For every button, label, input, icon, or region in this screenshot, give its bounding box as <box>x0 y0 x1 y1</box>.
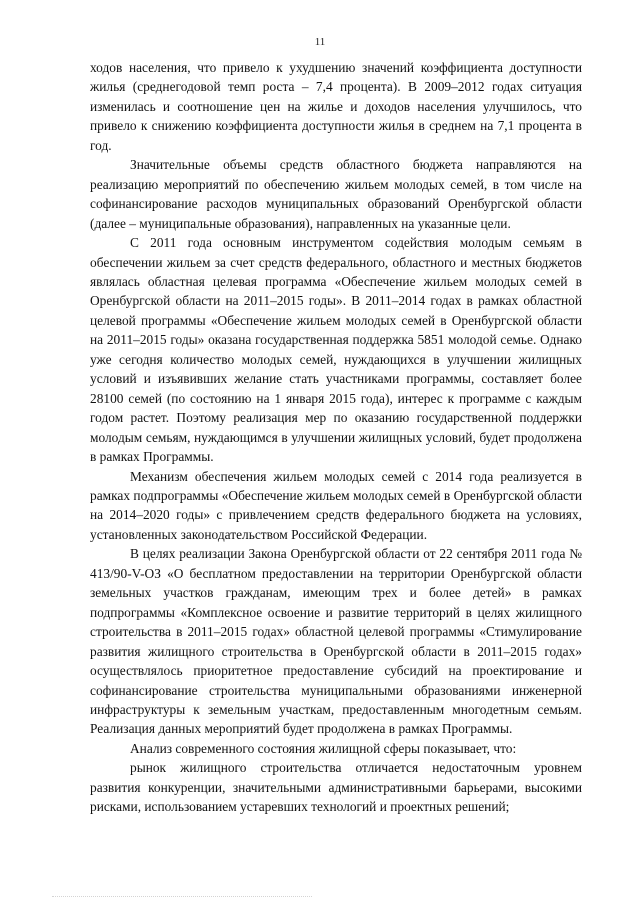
scan-artifact <box>52 896 312 901</box>
paragraph: В целях реализации Закона Оренбургской области от 22 сентября 2011 года № 413/90-V-ОЗ «О бесплатном предоставлении на территории Оренбургской области земельных участков гражданам, имеющим трех и более детей» в рамках подпрограммы «Комплексное освоение и развитие территорий в целях жилищного строительства в 2011–2015 годах» областной целевой программы «Стимулирование развития жилищного строительства в Оренбургской области в 2011–2015 годах» осуществлялось приоритетное предоставление субсидий на проектирование и софинансирование строительства муниципальными образованиями инженерной инфраструктуры к земельным участкам, предоставленным многодетным семьям. Реализация данных мероприятий будет продолжена в рамках Программы. <box>90 546 582 737</box>
paragraph: С 2011 года основным инструментом содействия молодым семьям в обеспечении жильем за счет средств федерального, областного и местных бюджетов являлась областная целевая программа «Обеспечение жильем молодых семей в Оренбургской области на 2011–2015 годы». В 2011–2014 годах в рамках областной целевой программы «Обеспечение жильем молодых семей в Оренбургской области на 2011–2015 годы» оказана государственная поддержка 5851 молодой семье. Однако уже сегодня количество молодых семей, нуждающихся в улучшении жилищных условий и изъявивших желание стать участниками программы, составляет более 28100 семей (по состоянию на 1 января 2015 года), интерес к программе с каждым годом растет. Поэтому реализация мер по оказанию государственной поддержки молодым семьям, нуждающимся в улучшении жилищных условий, будет продолжена в рамках Программы. <box>90 235 582 465</box>
paragraph: Анализ современного состояния жилищной сферы показывает, что: <box>130 740 517 756</box>
paragraph: Механизм обеспечения жильем молодых семей с 2014 года реализуется в рамках подпрограммы «Обеспечение жильем молодых семей в Оренбургской области на 2014–2020 годы» с привлечением средств федерального бюджета на условиях, установленных законодательством Российской Федерации. <box>90 468 582 542</box>
document-body <box>90 58 582 817</box>
paragraph: Значительные объемы средств областного бюджета направляются на реализацию мероприятий по обеспечению жильем молодых семей, в том числе на софинансирование расходов муниципальных образований Оренбургской области (далее – муниципальные образования), направленных на указанные цели. <box>90 157 582 231</box>
paragraph-continuation: ходов населения, что привело к ухудшению значений коэффициента доступности жилья (среднегодовой темп роста – 7,4 процента). В 2009–2012 годах ситуация изменилась и соотношение цен на жилье и доходов населения улучшилось, что привело к снижению коэффициента доступности жилья в среднем на 7,1 процента в год. <box>90 60 582 153</box>
paragraph: рынок жилищного строительства отличается недостаточным уровнем развития конкуренции, значительными административными барьерами, высокими рисками, использованием устаревших технологий и проектных решений; <box>90 760 582 815</box>
page-number: 11 <box>314 36 326 48</box>
